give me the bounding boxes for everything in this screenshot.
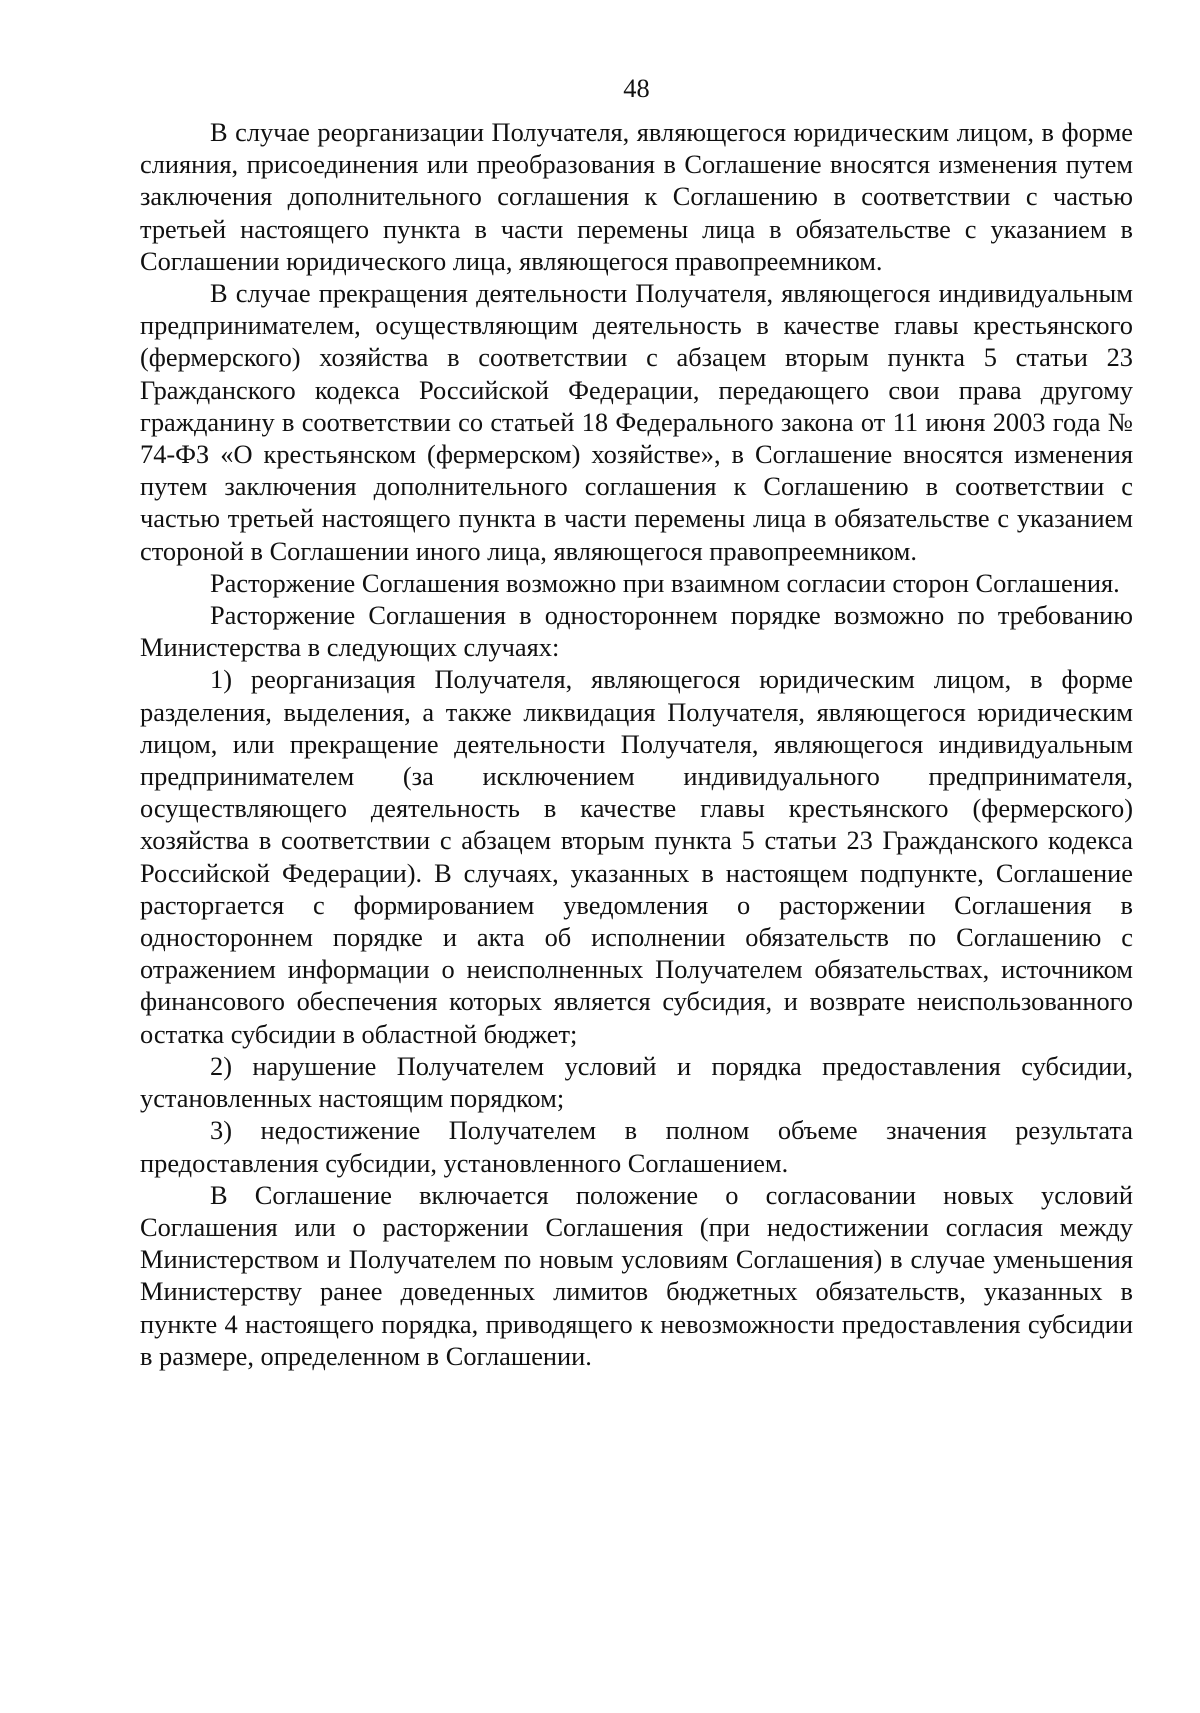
list-item-1: 1) реорганизация Получателя, являющегося юридическим лицом, в форме разделения, выделения, а также ликвидация Получателя, являющегося юридическим лицом, или прекращение деятельности Получателя, являющегося индивидуальным предпринимателем (за исключением индивидуального предпринимателя, осуществляющего деятельность в качестве главы крестьянского (фермерского) хозяйства в соответствии с абзацем вторым пункта 5 статьи 23 Гражданского кодекса Российской Федерации). В случаях, указанных в настоящем подпункте, Соглашение расторгается с формированием уведомления о расторжении Соглашения в одностороннем порядке и акта об исполнении обязательств по Соглашению с отражением информации о неисполненных Получателем обязательствах, источником финансового обеспечения которых является субсидия, и возврате неиспользованного остатка субсидии в областной бюджет; xyxy=(140,664,1133,1049)
list-item-2: 2) нарушение Получателем условий и порядка предоставления субсидии, установленных настоящим порядком; xyxy=(140,1050,1133,1114)
paragraph-termination-farm-entrepreneur: В случае прекращения деятельности Получателя, являющегося индивидуальным предпринимателем, осуществляющим деятельность в качестве главы крестьянского (фермерского) хозяйства в соответствии с абзацем вторым пункта 5 статьи 23 Гражданского кодекса Российской Федерации, передающего свои права другому гражданину в соответствии со статьей 18 Федерального закона от 11 июня 2003 года № 74-ФЗ «О крестьянском (фермерском) хозяйстве», в Соглашение вносятся изменения путем заключения дополнительного соглашения к Соглашению в соответствии с частью третьей настоящего пункта в части перемены лица в обязательстве с указанием стороной в Соглашении иного лица, являющегося правопреемником. xyxy=(140,278,1133,566)
paragraph-reorganization-merger: В случае реорганизации Получателя, являющегося юридическим лицом, в форме слияния, присоединения или преобразования в Соглашение вносятся изменения путем заключения дополнительного соглашения к Соглашению в соответствии с частью третьей настоящего пункта в части перемены лица в обязательстве с указанием в Соглашении юридического лица, являющегося правопреемником. xyxy=(140,117,1133,276)
paragraph-mutual-termination: Расторжение Соглашения возможно при взаимном согласии сторон Соглашения. xyxy=(210,567,1120,598)
document-page xyxy=(140,72,1133,1372)
page-number: 48 xyxy=(623,73,650,103)
paragraph-new-conditions: В Соглашение включается положение о согласовании новых условий Соглашения или о расторжении Соглашения (при недостижении согласия между Министерством и Получателем по новым условиям Соглашения) в случае уменьшения Министерству ранее доведенных лимитов бюджетных обязательств, указанных в пункте 4 настоящего порядка, приводящего к невозможности предоставления субсидии в размере, определенном в Соглашении. xyxy=(140,1179,1133,1371)
paragraph-unilateral-termination-intro: Расторжение Соглашения в одностороннем порядке возможно по требованию Министерства в следующих случаях: xyxy=(140,600,1133,663)
list-item-3: 3) недостижение Получателем в полном объеме значения результата предоставления субсидии, установленного Соглашением. xyxy=(140,1115,1133,1178)
